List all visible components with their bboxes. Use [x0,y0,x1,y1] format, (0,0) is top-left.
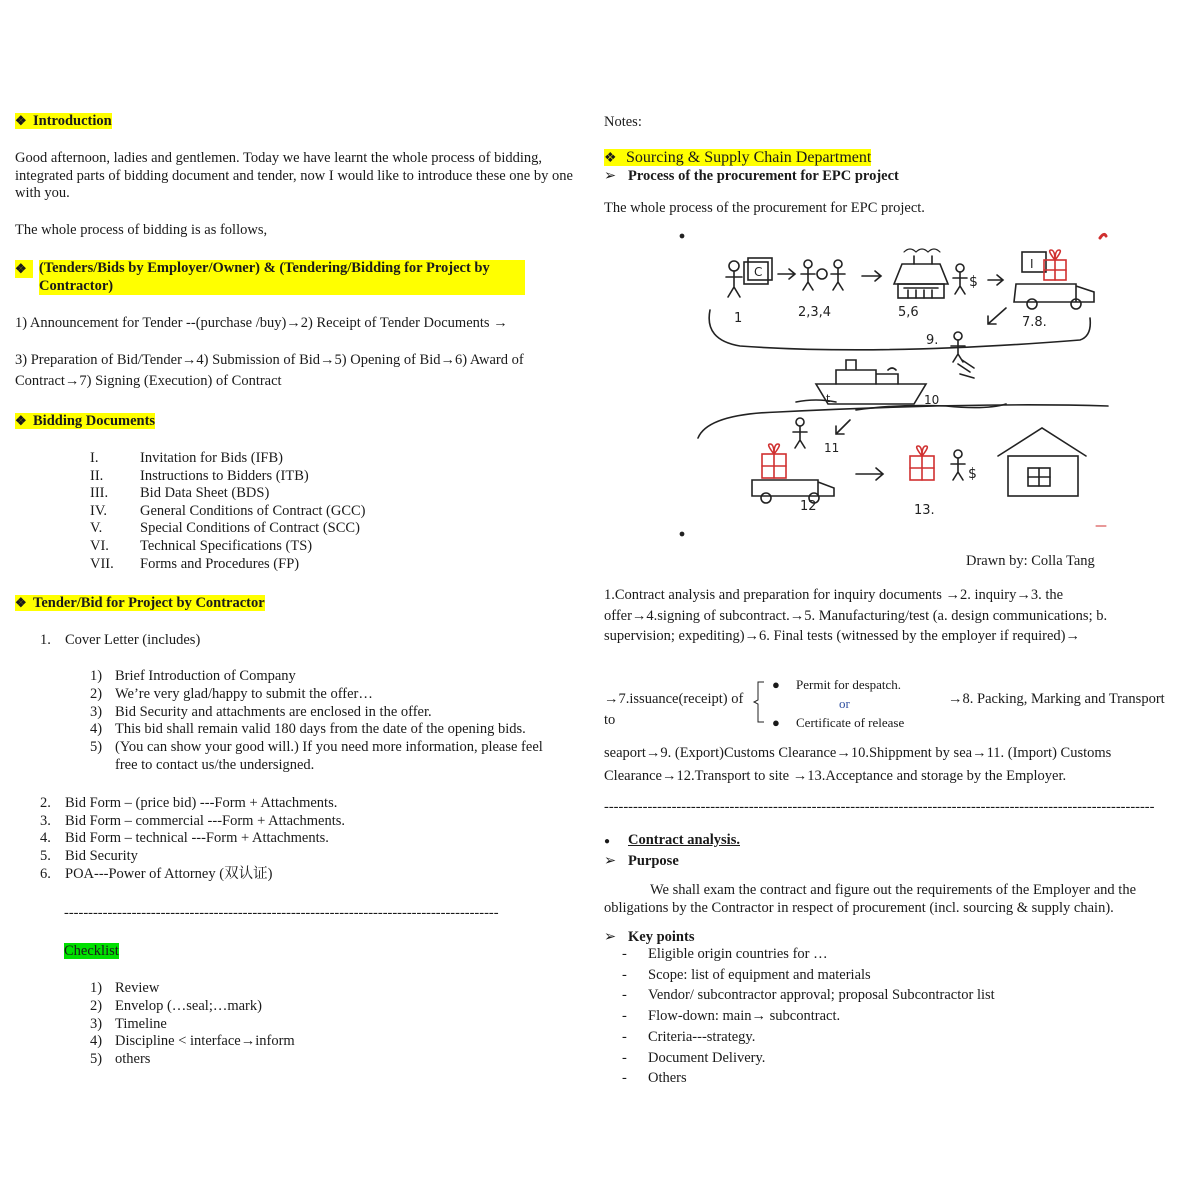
purpose-heading: ➢ Purpose [604,853,679,869]
list-item: 4) This bid shall remain valid 180 days from the date of the opening bids. [90,721,526,738]
cargo-ship-icon [816,360,926,404]
bidding-documents-list [90,450,490,580]
tenders-heading: ❖ (Tenders/Bids by Employer/Owner) & (Tendering/Bidding for Project by Contractor) [15,260,545,279]
drawing-label: 10 [924,393,940,407]
list-item: II. Instructions to Bidders (ITB) [90,467,309,484]
bullet-icon: ● [772,677,780,692]
brace-icon [752,680,766,724]
corner-mark [1100,234,1106,238]
tender-bid-heading: ❖ Tender/Bid for Project by Contractor [15,595,265,611]
arrow-icon [862,271,881,281]
list-item: VII. Forms and Procedures (FP) [90,555,300,572]
list-item: free to contact us/the undersigned. [115,757,315,773]
list-item: V. Special Conditions of Contract (SCC) [90,520,360,537]
diamond-bullet-icon: ❖ [15,413,27,428]
drawing-label: 9. [926,333,939,348]
list-item: IV. General Conditions of Contract (GCC) [90,502,366,519]
diamond-bullet-icon: ❖ [15,113,27,128]
gangway-icon [958,360,974,378]
list-item: - Criteria---strategy. [622,1028,756,1045]
bullet-icon: ● [604,836,611,847]
ship-mark: t [826,392,831,405]
cover-letter-list [90,668,585,778]
drawing-label: 11 [824,441,840,455]
arrow-bullet-icon: ➢ [604,168,617,184]
seaport-line-2: Clearance→12.Transport to site →13.Acceptance and storage by the Employer. [604,768,1067,784]
process-intro: The whole process of bidding is as follows, [15,222,268,238]
list-item: 4) Discipline < interface→inform [90,1033,295,1050]
list-item: 2) Envelop (…seal;…mark) [90,997,262,1014]
checklist [90,980,390,1072]
cover-letter-item: 1. Cover Letter (includes) [40,632,201,648]
list-item: - Vendor/ subcontractor approval; proposal Subcontractor list [622,987,995,1004]
gift-icon [1044,250,1066,280]
checklist-label: Checklist [64,943,119,959]
drawing-label: 2,3,4 [798,305,832,320]
drawing-label: 5,6 [898,305,919,320]
list-item: 6. POA---Power of Attorney (双认证) [40,865,273,882]
diamond-bullet-icon: ❖ [15,260,33,278]
arrow-icon [778,269,795,279]
or-label: or [839,696,850,711]
contract-analysis-heading: ● Contract analysis. [604,832,740,851]
list-item: 5. Bid Security [40,848,138,865]
list-item: 5) others [90,1051,151,1068]
drawing-label: 7.8. [1022,315,1047,330]
list-item: - Scope: list of equipment and materials [622,966,871,983]
list-item: 1) Brief Introduction of Company [90,668,296,684]
drawing-label: 1 [734,311,743,326]
department-heading: ❖ Sourcing & Supply Chain Department [604,149,872,166]
gift-icon [910,446,934,480]
diamond-bullet-icon: ❖ [604,151,617,166]
procurement-drawing [676,224,1116,544]
warehouse-house-icon [998,428,1086,496]
import-officer-icon [793,418,807,448]
purpose-paragraph-line-2: obligations by the Contractor in respect of procurement (incl. sourcing & supply chain). [604,900,1114,916]
factory-icon [894,249,948,298]
certificate-item: ● Certificate of release [772,715,905,730]
invoice-letter: I [1030,257,1034,271]
dash-bullet-icon: - [622,987,627,1004]
owner-person-icon [951,450,965,480]
notes-label: Notes: [604,114,642,130]
list-item: 3. Bid Form – commercial ---Form + Attachments. [40,812,346,829]
procurement-intro: The whole process of the procurement for EPC project. [604,200,925,216]
dash-bullet-icon: - [622,1049,627,1066]
permit-item: ● Permit for despatch. [772,677,902,692]
diamond-bullet-icon: ❖ [15,595,27,610]
arrow-icon [856,468,883,480]
corner-mark [680,234,683,237]
key-points-heading: ➢ Key points [604,929,695,945]
arrow-icon [988,275,1003,285]
dash-bullet-icon: - [622,1070,627,1087]
list-item: I. Invitation for Bids (IFB) [90,450,283,466]
list-item: 5) (You can show your good will.) If you need more information, please feel [90,739,543,756]
bullet-icon: ● [772,715,780,730]
person-with-money-icon [953,264,967,294]
arrow-bullet-icon: ➢ [604,929,617,945]
list-item: 1) Review [90,980,160,996]
corner-mark [680,532,683,535]
list-item: - Document Delivery. [622,1049,766,1066]
steps-line: offer→4.signing of subcontract.→5. Manufacturing/test (a. design communications; b. [604,607,1108,624]
negotiating-persons-icon [801,260,845,290]
bidding-process-line-3: Contract→7) Signing (Execution) of Contract [15,373,282,389]
introduction-heading: ❖ Introduction [15,113,112,129]
list-item: VI. Technical Specifications (TS) [90,538,313,554]
arrow-bullet-icon: ➢ [604,853,617,869]
delivery-truck-icon [752,480,834,503]
key-points-list [622,946,1162,1092]
list-item: 2. Bid Form – (price bid) ---Form + Attachments. [40,795,338,811]
bidding-documents-heading: ❖ Bidding Documents [15,413,156,429]
intro-paragraph: Good afternoon, ladies and gentlemen. Today we have learnt the whole process of bidding, integrated parts of bidding document and tender, now I would like to introduce these one by one with you. [15,150,573,201]
drawn-by: Drawn by: Colla Tang [966,553,1095,569]
money-mark: $ [969,274,978,290]
contract-letter: C [754,265,763,279]
dash-bullet-icon: - [622,946,627,962]
packing-text: →8. Packing, Marking and Transport [948,691,1165,707]
process-heading: ➢ Process of the procurement for EPC project [604,168,899,184]
list-item: 2) We’re very glad/happy to submit the offer… [90,685,373,702]
bidding-process-line-1: 1) Announcement for Tender --(purchase /buy)→2) Receipt of Tender Documents → [15,315,508,331]
person-with-contract-icon [726,258,772,297]
left-divider: ------------------------------------------------------------------------------------------ [64,905,499,921]
issuance-text: →7.issuance(receipt) of [604,691,744,707]
steps-line: supervision; expediting)→6. Final tests (witnessed by the employer if required)→ [604,628,1080,644]
land-outline [698,405,1108,438]
dash-bullet-icon: - [622,1008,627,1025]
list-item: 4. Bid Form – technical ---Form + Attachments. [40,830,329,847]
money-mark: $ [968,466,977,482]
to-label: to [604,712,616,728]
arrow-icon [988,308,1006,324]
drawing-label: 12 [800,499,817,514]
bidding-process-line-2: 3) Preparation of Bid/Tender→4) Submission of Bid→5) Opening of Bid→6) Award of [15,352,524,368]
steps-line: 1.Contract analysis and preparation for inquiry documents →2. inquiry→3. the [604,587,1064,603]
tender-items-list [40,795,440,887]
dash-bullet-icon: - [622,1028,627,1045]
drawing-label: 13. [914,503,935,518]
dash-bullet-icon: - [622,966,627,983]
list-item: III. Bid Data Sheet (BDS) [90,485,270,502]
list-item: - Flow-down: main→ subcontract. [622,1008,841,1025]
purpose-paragraph-line-1: We shall exam the contract and figure out the requirements of the Employer and the [650,882,1137,898]
list-item: 3) Bid Security and attachments are enclosed in the offer. [90,703,432,720]
seaport-line-1: seaport→9. (Export)Customs Clearance→10.Shippment by sea→11. (Import) Customs [604,745,1112,761]
procurement-steps [604,587,1164,649]
arrow-icon [836,420,850,434]
list-item: 3) Timeline [90,1015,167,1032]
list-item: - Others [622,1070,687,1087]
list-item: - Eligible origin countries for … [622,946,828,962]
right-divider: ------------------------------------------------------------------------------------------------------------------ [604,799,1155,815]
gift-icon [762,444,786,478]
